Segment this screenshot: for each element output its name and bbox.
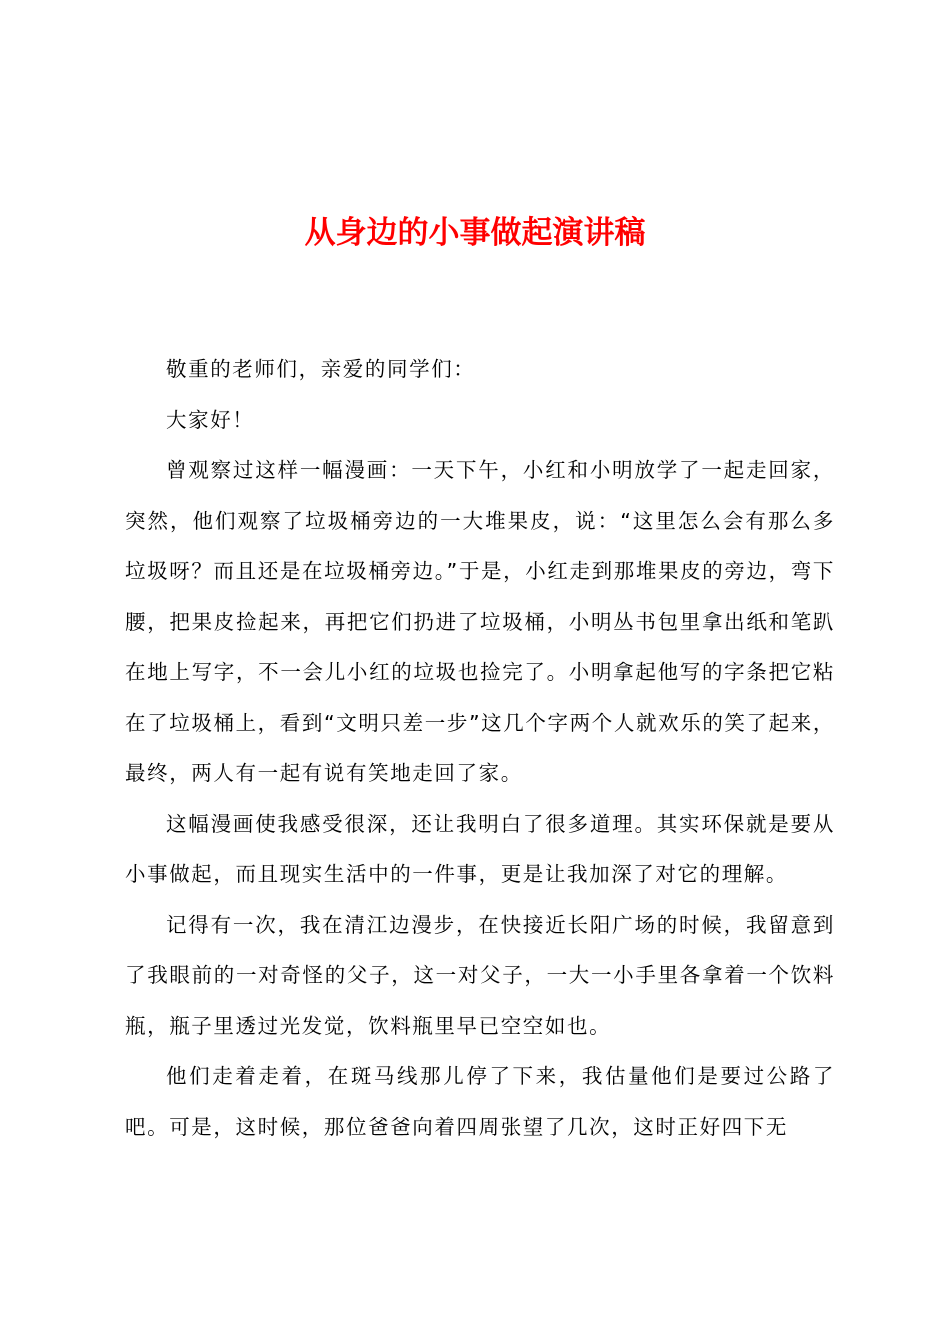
- paragraph-crosswalk: 他们走着走着，在斑马线那儿停了下来，我估量他们是要过公路了吧。可是，这时候，那位爸爸向着四周张望了几次，这时正好四下无: [125, 1064, 835, 1139]
- paragraph-reflection: 这幅漫画使我感受很深，还让我明白了很多道理。其实环保就是要从小事做起，而且现实生活中的一件事，更是让我加深了对它的理解。: [125, 811, 835, 886]
- paragraph-greeting: 大家好！: [166, 407, 255, 432]
- document-body: [125, 344, 835, 1152]
- paragraph-salutation: 敬重的老师们，亲爱的同学们：: [166, 357, 476, 381]
- document-title: 从身边的小事做起演讲稿: [304, 215, 646, 251]
- paragraph-cartoon-story: 曾观察过这样一幅漫画：一天下午，小红和小明放学了一起走回家，突然，他们观察了垃圾桶旁边的一大堆果皮，说：“这里怎么会有那么多垃圾呀？而且还是在垃圾桶旁边。”于是，小红走到那堆果皮的旁边，弯下腰，把果皮捡起来，再把它们扔进了垃圾桶，小明丛书包里拿出纸和笔趴在地上写字，不一会儿小红的垃圾也捡完了。小明拿起他写的字条把它粘在了垃圾桶上，看到“文明只差一步”这几个字两个人就欢乐的笑了起来，最终，两人有一起有说有笑地走回了家。: [125, 458, 835, 785]
- paragraph-memory: 记得有一次，我在清江边漫步，在快接近长阳广场的时候，我留意到了我眼前的一对奇怪的父子，这一对父子，一大一小手里各拿着一个饮料瓶，瓶子里透过光发觉，饮料瓶里早已空空如也。: [125, 912, 835, 1038]
